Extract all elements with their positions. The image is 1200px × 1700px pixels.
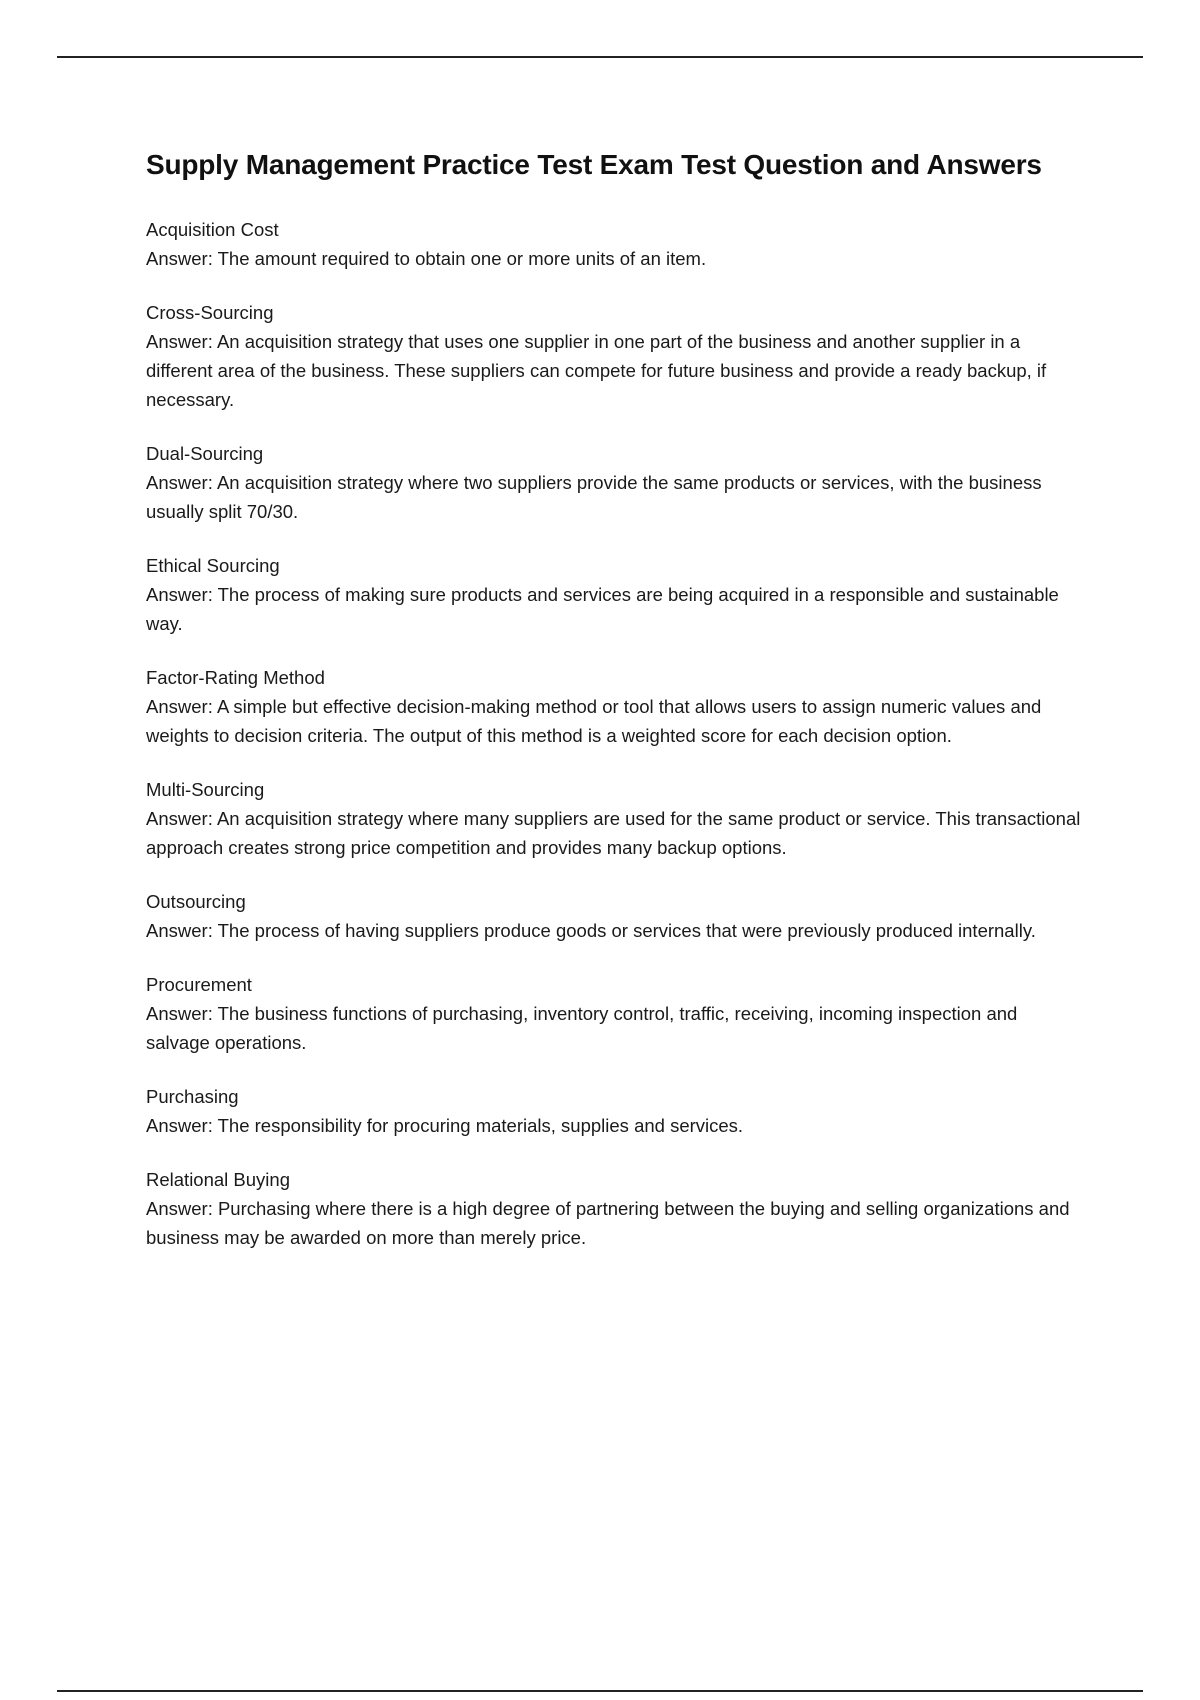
qa-list — [146, 215, 1086, 1252]
qa-item-multi-sourcing — [146, 775, 1086, 862]
answer: Answer: The business functions of purchasing, inventory control, traffic, receiving, incoming inspection and salvage operations. — [146, 1003, 1018, 1053]
answer: Answer: The amount required to obtain one or more units of an item. — [146, 248, 707, 269]
term: Outsourcing — [146, 891, 246, 912]
answer: Answer: Purchasing where there is a high degree of partnering between the buying and selling organizations and business may be awarded on more than merely price. — [146, 1198, 1070, 1248]
answer: Answer: An acquisition strategy where many suppliers are used for the same product or service. This transactional approach creates strong price competition and provides many backup options. — [146, 808, 1081, 858]
answer: Answer: An acquisition strategy where two suppliers provide the same products or services, with the business usually split 70/30. — [146, 472, 1042, 522]
bottom-divider — [57, 1690, 1143, 1692]
qa-item-factor-rating-method — [146, 663, 1086, 750]
term: Factor-Rating Method — [146, 667, 325, 688]
term: Acquisition Cost — [146, 219, 279, 240]
term: Multi-Sourcing — [146, 779, 265, 800]
qa-item-purchasing — [146, 1082, 1086, 1140]
qa-item-dual-sourcing — [146, 439, 1086, 526]
qa-item-procurement — [146, 970, 1086, 1057]
qa-item-acquisition-cost — [146, 215, 1086, 273]
answer: Answer: The responsibility for procuring materials, supplies and services. — [146, 1115, 744, 1136]
answer: Answer: The process of making sure products and services are being acquired in a responsible and sustainable way. — [146, 584, 1059, 634]
term: Procurement — [146, 974, 252, 995]
qa-item-relational-buying — [146, 1165, 1086, 1252]
answer: Answer: The process of having suppliers produce goods or services that were previously produced internally. — [146, 920, 1036, 941]
qa-item-ethical-sourcing — [146, 551, 1086, 638]
term: Cross-Sourcing — [146, 302, 274, 323]
top-divider — [57, 56, 1143, 58]
term: Dual-Sourcing — [146, 443, 264, 464]
document-title: Supply Management Practice Test Exam Test Question and Answers — [146, 149, 1042, 180]
document-body — [146, 145, 1086, 1277]
term: Relational Buying — [146, 1169, 290, 1190]
qa-item-cross-sourcing — [146, 298, 1086, 414]
qa-item-outsourcing — [146, 887, 1086, 945]
answer: Answer: A simple but effective decision-making method or tool that allows users to assign numeric values and weights to decision criteria. The output of this method is a weighted score for each decision option. — [146, 696, 1042, 746]
term: Purchasing — [146, 1086, 239, 1107]
answer: Answer: An acquisition strategy that uses one supplier in one part of the business and another supplier in a different area of the business. These suppliers can compete for future business and provide a ready backup, if necessary. — [146, 331, 1047, 410]
term: Ethical Sourcing — [146, 555, 280, 576]
